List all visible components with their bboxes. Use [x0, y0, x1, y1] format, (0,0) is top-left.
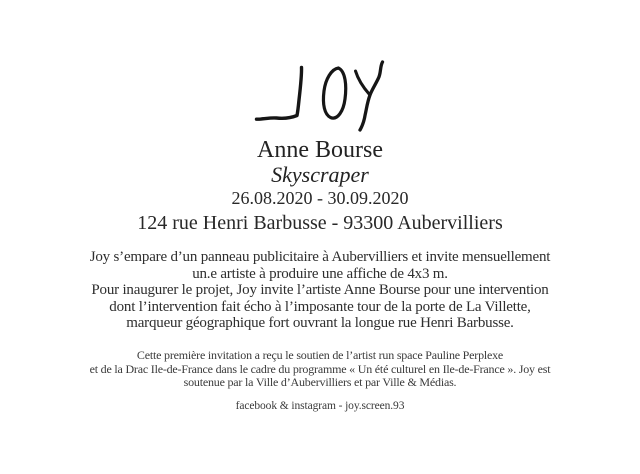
credits-line: et de la Drac Ile-de-France dans le cadre du programme « Un été culturel en Ile-de-France ». Joy est [89, 361, 551, 376]
description-line: dont l’intervention fait écho à l’imposante tour de la porte de La Villette, [109, 298, 531, 315]
credits-line: soutenue par la Ville d’Aubervilliers et par Ville & Médias. [183, 375, 457, 390]
joy-logo-drawing [254, 57, 390, 133]
description-line: Pour inaugurer le projet, Joy invite l’artiste Anne Bourse pour une intervention [91, 282, 549, 299]
credits-text [0, 349, 640, 390]
exhibition-dates: 26.08.2020 - 30.09.2020 [231, 188, 409, 208]
description-line: un.e artiste à produire une affiche de 4x3 m. [192, 265, 448, 282]
joy-logo [0, 0, 640, 133]
artist-name: Anne Bourse [257, 137, 383, 163]
exhibition-address: 124 rue Henri Barbusse - 93300 Aubervilliers [137, 212, 503, 234]
description-line: Joy s’empare d’un panneau publicitaire à Aubervilliers et invite mensuellement [89, 249, 551, 265]
exhibition-title: Skyscraper [271, 162, 369, 187]
description-line: marqueur géographique fort ouvrant la longue rue Henri Barbusse. [126, 315, 514, 332]
social-handle: facebook & instagram - joy.screen.93 [235, 399, 405, 412]
credits-line: Cette première invitation a reçu le soutien de l’artist run space Pauline Perplexe [136, 347, 504, 362]
description-text [0, 249, 640, 332]
